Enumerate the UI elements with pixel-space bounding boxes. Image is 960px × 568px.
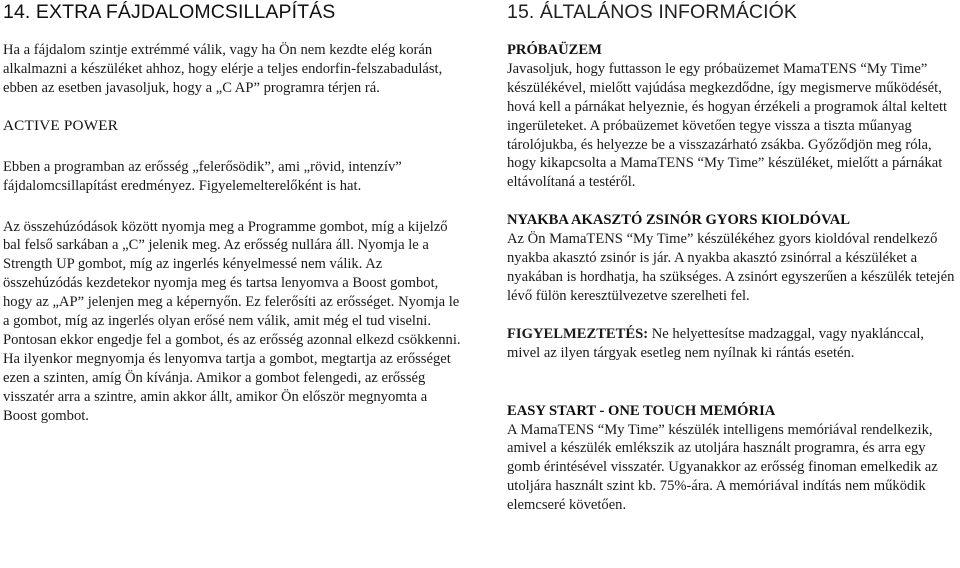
easy-start-heading: EASY START - ONE TOUCH MEMÓRIA xyxy=(507,402,776,419)
warning-label: FIGYELMEZTETÉS: xyxy=(507,325,649,342)
lanyard-heading: NYAKBA AKASZTÓ ZSINÓR GYORS KIOLDÓVAL xyxy=(507,212,851,229)
trial-run-heading: PRÓBAÜZEM xyxy=(507,42,602,58)
active-power-text: Ebben a programban az erősség „felerősödik”, ami „rövid, intenzív” fájdalomcsillapítást eredményez. Figyelemelterelőként is hat. xyxy=(3,158,402,194)
left-column xyxy=(3,0,463,426)
right-column xyxy=(507,0,957,515)
warning-paragraph xyxy=(507,325,957,363)
active-power-heading: ACTIVE POWER xyxy=(3,116,119,134)
section-15-title: 15. ÁLTALÁNOS INFORMÁCIÓK xyxy=(507,1,798,23)
trial-run-text: Javasoljuk, hogy futtasson le egy próbaüzemet MamaTENS “My Time” készülékével, mielőtt vajúdása megkezdődne, így megismerve működését, hová kell a párnákat helyeznie, és hogyan érzékeli a programok által keltett ingerületeket. A próbaüzemet követően tegye vissza a tiszta műanyag tárolójukba, és helyezze be a visszazárható zsákba. Győződjön meg róla, hogy kikapcsolta a MamaTENS “My Time” készüléket, mielőtt a párnákat eltávolítaná a testéről. xyxy=(507,60,948,191)
contraction-instructions: Az összehúzódások között nyomja meg a Programme gombot, míg a kijelző bal felső sarkában a „C” jelenik meg. Az erősség nullára áll. Nyomja le a Strength UP gombot, míg az ingerlés kényelmessé nem válik. Az összehúzódás kezdetekor nyomja meg és tartsa lenyomva a Boost gombot, hogy az „AP” jelenjen meg a képernyőn. Ez felerősíti az erősséget. Nyomja le a gombot, míg az ingerlés olyan erősé nem válik, amit még el tud viselni. Pontosan ekkor engedje fel a gombot, és az erősség azonnal elkezd csökkenni. Ha ilyenkor megnyomja és lenyomva tartja a gombot, megtartja az erősséget ezen a szinten, amíg Ön kívánja. Amikor a gombot felengedi, az erősség visszatér arra a szintre, amin akkor állt, amikor Ön először megnyomta a Boost gombot. xyxy=(3,218,461,424)
extra-pain-relief-intro: Ha a fájdalom szintje extrémmé válik, vagy ha Ön nem kezdte elég korán alkalmazni a készüléket ahhoz, hogy elérje a teljes endorfin-felszabadulást, ebben az esetben javasoljuk, hogy a „C AP” programra térjen rá. xyxy=(3,42,443,96)
easy-start-text: A MamaTENS “My Time” készülék intelligens memóriával rendelkezik, amivel a készülék emlékszik az utoljára használt programra, és arra egy gomb érintésével visszatér. Ugyanakkor az erősség finoman emelkedik az utoljára használt szint kb. 75%-ára. A memóriával indítás nem működik elemcseré követően. xyxy=(507,421,938,514)
lanyard-text: Az Ön MamaTENS “My Time” készülékéhez gyors kioldóval rendelkező nyakba akasztó zsinór is jár. A nyakba akasztó zsinórral a készüléket a nyakában is hordhatja, ha szükséges. A zsinórt egyszerűen a készülék tetején lévő fülön keresztülvezetve szerelheti fel. xyxy=(507,231,955,304)
section-14-title: 14. EXTRA FÁJDALOMCSILLAPÍTÁS xyxy=(3,1,336,23)
warning-text: Ne helyettesítse madzaggal, vagy nyaklánccal, mivel az ilyen tárgyak esetleg nem nyílnak ki rántás esetén. xyxy=(507,325,925,361)
